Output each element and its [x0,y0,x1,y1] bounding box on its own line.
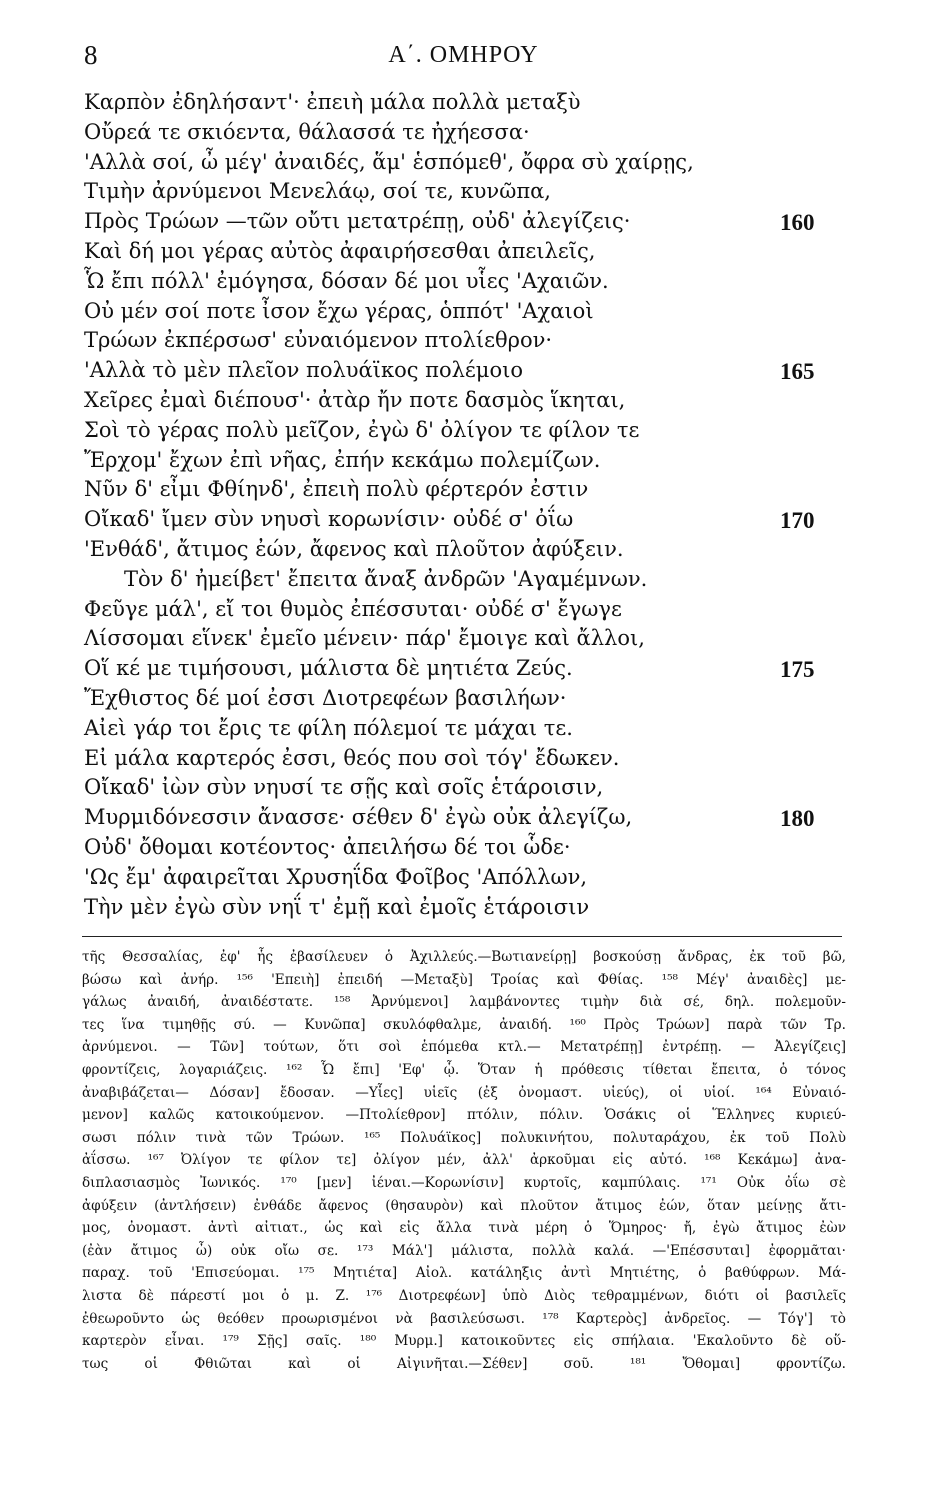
verse-text: Σοὶ τὸ γέρας πολὺ μεῖζον, ἐγὼ δ' ὀλίγον τε φίλον τε [84,417,640,442]
footnote-line: λιστα δὲ πάρεστί μοι ὁ μ. Ζ. ¹⁷⁶ Διοτρεφέων] ὑπὸ Διὸς τεθραμμένων, διότι οἱ βασιλεῖς [82,1287,846,1304]
verse-text: Τὸν δ' ἠμείβετ' ἔπειτα ἄναξ ἀνδρῶν 'Αγαμέμνων. [124,566,648,591]
footnote-line: ἀφύξειν (ἀντλήσειν) ἐνθάδε ἄφενος (θησαυρὸν) καὶ πλοῦτον ἄτιμος ἐών, ὅταν μείνῃς ἄτι- [82,1197,846,1214]
verse-line [84,326,844,356]
footnote-line: παραχ. τοῦ 'Επισεύομαι. ¹⁷⁵ Μητιέτα] Αἰολ. κατάληξις ἀντὶ Μητιέτης, ὁ βαθύφρων. Μά- [82,1265,846,1282]
verse-line [84,475,844,505]
verse-line [84,237,844,267]
verse-line [84,595,844,625]
verse-text: 'Αλλὰ τὸ μὲν πλεῖον πολυάϊκος πολέμοιο [84,358,523,383]
verse-text: Οἴκαδ' ἴμεν σὺν νηυσὶ κορωνίσιν· οὐδέ σ' ὀΐω [84,507,574,532]
footnote-line: τες ἵνα τιμηθῇς σύ. — Κυνῶπα] σκυλόφθαλμε, ἀναιδή. ¹⁶⁰ Πρὸς Τρώων] παρὰ τῶν Τρ. [82,1016,846,1033]
verse-line [84,863,844,893]
verse-text: Πρὸς Τρώων —τῶν οὔτι μετατρέπῃ, οὐδ' ἀλεγίζεις· [84,209,631,234]
verse-text: Οἴκαδ' ἰὼν σὺν νηυσί τε σῇς καὶ σοῖς ἑτάροισιν, [84,775,604,800]
line-number: 170 [780,508,815,534]
verse-line [84,565,844,595]
footnote-line: μενον] καλῶς κατοικούμενον. —Πτολίεθρον] πτόλιν, πόλιν. Ὁσάκις οἱ Ἕλληνες κυριεύ- [82,1107,846,1124]
verse-text: Εἰ μάλα καρτερός ἐσσι, θεός που σοὶ τόγ' ἔδωκεν. [84,745,620,770]
footnote-line: φροντίζεις, λογαριάζεις. ¹⁶² Ὧ ἔπι] 'Εφ' ᾧ. Ὅταν ἡ πρόθεσις τίθεται ἔπειτα, ὁ τόνος [82,1061,846,1078]
footnote-line: μος, ὀνομαστ. ἀντὶ αἰτιατ., ὡς καὶ εἰς ἄλλα τινὰ μέρη ὁ Ὅμηρος· ἤ, ἐγὼ ἄτιμος ἐὼν [82,1220,846,1237]
verse-text: Οἵ κέ με τιμήσουσι, μάλιστα δὲ μητιέτα Ζεύς. [84,656,573,681]
line-number: 165 [780,359,815,385]
verse-text: Οὐδ' ὄθομαι κοτέοντος· ἀπειλήσω δέ τοι ὧδε· [84,834,571,859]
verse-text: Καρπὸν ἐδηλήσαντ'· ἐπειὴ μάλα πολλὰ μεταξὺ [84,90,581,114]
verse-text: Φεῦγε μάλ', εἴ τοι θυμὸς ἐπέσσυται· οὐδέ σ' ἔγωγε [84,596,622,621]
verse-line [84,416,844,446]
verse-line [84,803,844,833]
verse-text: Οὔρεά τε σκιόεντα, θάλασσά τε ἠχήεσσα· [84,119,530,144]
line-number: 180 [780,806,815,832]
footnote-divider [82,936,842,937]
verse-text: 'Ως ἔμ' ἀφαιρεῖται Χρυσηΐδα Φοῖβος 'Απόλλων, [84,864,588,889]
footnote-line: καρτερὸν εἶναι. ¹⁷⁹ Σῇς] σαῖς. ¹⁸⁰ Μυρμ.] κατοικοῦντες εἰς σπήλαια. 'Εκαλοῦντο δὲ οὕ- [82,1333,846,1350]
verse-text: Νῦν δ' εἶμι Φθίηνδ', ἐπειὴ πολὺ φέρτερόν ἐστιν [84,477,589,502]
verse-text: Τὴν μὲν ἐγὼ σὺν νηΐ τ' ἐμῇ καὶ ἐμοῖς ἑτάροισιν [84,894,590,919]
verse-text: Αἰεὶ γάρ τοι ἔρις τε φίλη πόλεμοί τε μάχαι τε. [84,715,573,740]
running-title: Α΄. ΟΜΗΡΟΥ [388,42,539,68]
verse-line [84,386,844,416]
footnote-line: γάλως ἀναιδή, ἀναιδέστατε. ¹⁵⁸ Ἀρνύμενοι] λαμβάνοντες τιμὴν διὰ σέ, δηλ. πολεμοῦν- [82,994,846,1011]
verse-line [84,714,844,744]
verse-line [84,148,844,178]
verse-line [84,267,844,297]
verse-block [84,88,844,922]
footnote-line: σωσι πόλιν τινὰ τῶν Τρώων. ¹⁶⁵ Πολυάϊκος] πολυκινήτου, πολυταράχου, ἐκ τοῦ Πολὺ [82,1129,846,1146]
page-number: 8 [84,40,98,70]
verse-text: Λίσσομαι εἵνεκ' ἐμεῖο μένειν· πάρ' ἔμοιγε καὶ ἄλλοι, [84,626,645,651]
footnote-line: ἐθεωροῦντο ὡς θεόθεν προωρισμένοι νὰ βασιλεύσωσι. ¹⁷⁸ Καρτερὸς] ἀνδρεῖος. — Τόγ'] τὸ [82,1310,846,1327]
verse-line [84,773,844,803]
verse-text: 'Αλλὰ σοί, ὦ μέγ' ἀναιδές, ἅμ' ἑσπόμεθ', ὄφρα σὺ χαίρῃς, [84,149,694,174]
verse-text: Καὶ δή μοι γέρας αὐτὸς ἀφαιρήσεσθαι ἀπειλεῖς, [84,238,596,263]
verse-text: Ὧ ἔπι πόλλ' ἐμόγησα, δόσαν δέ μοι υἷες 'Αχαιῶν. [84,268,609,293]
verse-text: Ἔρχομ' ἔχων ἐπὶ νῆας, ἐπήν κεκάμω πολεμίζων. [84,447,601,472]
verse-text: 'Ενθάδ', ἄτιμος ἐών, ἄφενος καὶ πλοῦτον ἀφύξειν. [84,536,624,561]
verse-text: Χεῖρες ἐμαὶ διέπουσ'· ἀτὰρ ἤν ποτε δασμὸς ἵκηται, [84,387,626,412]
page-header [70,38,857,78]
verse-line [84,535,844,565]
verse-text: Οὐ μέν σοί ποτε ἶσον ἔχω γέρας, ὁππότ' 'Αχαιοὶ [84,298,594,323]
verse-line [84,297,844,327]
verse-line [84,177,844,207]
verse-text: Μυρμιδόνεσσιν ἄνασσε· σέθεν δ' ἐγὼ οὐκ ἀλεγίζω, [84,805,633,830]
line-number: 175 [780,657,815,683]
verse-line [84,654,844,684]
footnote-line: βώσω καὶ ἀνήρ. ¹⁵⁶ 'Επειὴ] ἐπειδή —Μεταξὺ] Τροίας καὶ Φθίας. ¹⁵⁸ Μέγ' ἀναιδὲς] με- [82,971,846,988]
verse-line [84,88,844,118]
verse-line [84,356,844,386]
footnote-line: διπλασιασμὸς Ἰωνικός. ¹⁷⁰ [μεν] ἰέναι.—Κορωνίσιν] κυρτοῖς, καμπύλαις. ¹⁷¹ Οὐκ ὀΐω σὲ [82,1174,846,1191]
verse-line [84,744,844,774]
footnote-line: (ἐὰν ἄτιμος ὦ) οὐκ οἴω σε. ¹⁷³ Μάλ'] μάλιστα, πολλὰ καλά. —'Επέσσυται] ἐφορμᾶται· [82,1242,846,1259]
footnotes [82,946,846,1375]
footnote-line: ἀναβιβάζεται— Δόσαν] ἔδοσαν. —Υἷες] υἱεῖς (ἐξ ὀνομαστ. υἱεύς), οἱ υἱοί. ¹⁶⁴ Εὐναιό- [82,1084,846,1101]
verse-line [84,684,844,714]
verse-line [84,893,844,923]
verse-text: Ἔχθιστος δέ μοί ἐσσι Διοτρεφέων βασιλήων· [84,685,567,710]
verse-text: Τρώων ἐκπέρσωσ' εὐναιόμενον πτολίεθρον· [84,328,553,353]
verse-line [84,118,844,148]
footnote-line: τως οἱ Φθιῶται καὶ οἱ Αἰγινῆται.—Σέθεν] σοῦ. ¹⁸¹ Ὄθομαι] φροντίζω. [82,1355,846,1372]
verse-text: Τιμὴν ἀρνύμενοι Μενελάῳ, σοί τε, κυνῶπα, [84,179,551,204]
verse-line [84,833,844,863]
line-number: 160 [780,210,815,236]
verse-line [84,505,844,535]
verse-line [84,446,844,476]
verse-line [84,207,844,237]
footnote-line: τῆς Θεσσαλίας, ἐφ' ἧς ἐβασίλευεν ὁ Ἀχιλλεύς.—Βωτιανείρῃ] βοσκούσῃ ἄνδρας, ἐκ τοῦ βῶ, [82,949,846,965]
footnote-line: ἀρνύμενοι. — Τῶν] τούτων, ὅτι σοὶ ἑπόμεθα κτλ.— Μετατρέπῃ] ἐντρέπῃ. — Ἀλεγίζεις] [82,1039,846,1056]
footnote-line: ἀΐσσω. ¹⁶⁷ Ὀλίγον τε φίλον τε] ὀλίγον μέν, ἀλλ' ἀρκοῦμαι εἰς αὐτό. ¹⁶⁸ Κεκάμω] ἀνα- [82,1152,846,1169]
verse-line [84,624,844,654]
